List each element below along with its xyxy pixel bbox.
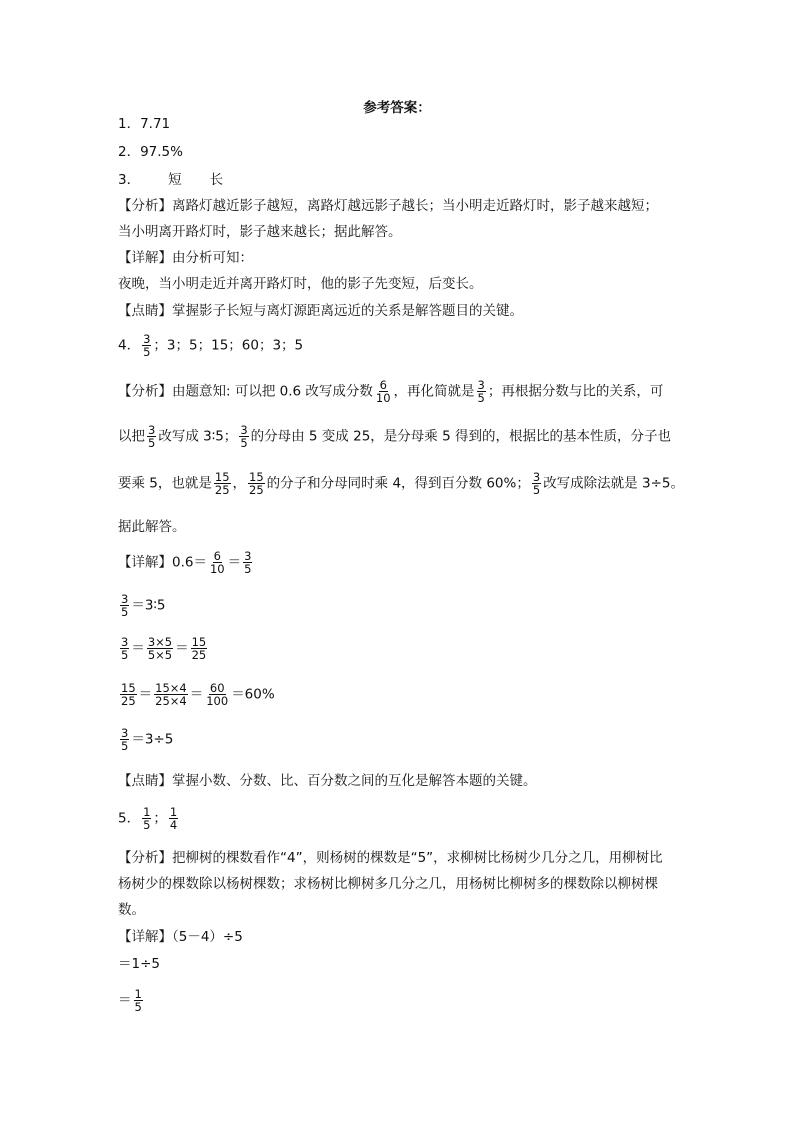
fraction [134,988,143,1013]
equals-sign: ＝ [118,992,132,1009]
q4-detail-row-2 [118,593,166,618]
q3-analysis-line-1: 【分析】离路灯越近影子越短，离路灯越远影子越长；当小明走近路灯时，影子越来越短； [118,198,658,214]
q5-analysis-line-3: 数。 [118,902,145,918]
denominator: 5 [148,436,156,450]
denominator: 5 [532,483,541,497]
text-segment: 【分析】由题意知: 可以把 0.6 改写成分数 [118,383,373,400]
answer-5 [118,806,180,831]
q4-detail-row-1 [118,550,254,575]
numerator: 1 [169,805,178,819]
numerator: 3 [121,592,129,606]
q5-detail-line-1: 【详解】（5－4）÷5 [118,929,243,945]
numerator: 60 [209,681,225,695]
q3-analysis-line-2: 当小明离开路灯时，影子越来越长；据此解答。 [118,224,402,240]
separator: ； [153,810,167,827]
q3-detail-line: 夜晚，当小明走近并离开路灯时，他的影子先变短，后变长。 [118,276,483,292]
fraction [147,636,173,661]
text-segment: ，再化简就是 [393,383,475,400]
text-segment: 【详解】0.6＝ [118,554,207,571]
answer-4-number: 4． [118,337,141,354]
q4-detail-row-5 [118,727,173,752]
denominator: 25 [249,483,264,497]
answer-3-word-1: 短 [168,172,182,188]
fraction [243,550,252,575]
denominator: 5 [134,1000,142,1014]
denominator: 5 [121,739,129,753]
fraction [142,333,151,358]
answer-2: 2．97.5% [118,144,183,160]
text-segment: ， [232,475,247,492]
fraction [239,424,248,449]
q3-key-point: 【点睛】掌握影子长短与离灯源距离远近的关系是解答题目的关键。 [118,303,523,319]
answer-1: 1．7.71 [118,116,171,132]
text-segment: 要乘 5，也就是 [118,475,212,492]
numerator: 3×5 [147,635,173,649]
denominator: 25×4 [155,694,187,708]
fraction [120,636,129,661]
numerator: 15×4 [155,681,187,695]
denominator: 5 [143,345,151,359]
fraction [214,471,231,496]
denominator: 25 [121,694,136,708]
text-segment: 改写成 3∶5； [158,428,238,445]
text-segment: ；再根据分数与比的关系，可 [487,383,664,400]
equals-sign: ＝ [131,640,145,657]
denominator: 5×5 [147,648,173,662]
numerator: 3 [244,549,252,563]
fraction [209,550,226,575]
numerator: 15 [249,470,264,484]
numerator: 6 [379,378,387,392]
numerator: 15 [214,470,230,484]
fraction [248,471,265,496]
text-segment: ＝60% [231,686,275,703]
q4-detail-row-3 [118,636,209,661]
fraction [147,424,156,449]
numerator: 3 [121,726,129,740]
numerator: 15 [191,635,207,649]
denominator: 5 [477,391,485,405]
denominator: 10 [209,562,225,576]
denominator: 4 [169,818,178,832]
q5-detail-line-2: ＝1÷5 [118,956,160,972]
text-segment: 的分子和分母同时乘 4，得到百分数 60%； [266,475,530,492]
fraction [169,806,178,831]
fraction [205,682,229,707]
q5-detail-line-3 [118,988,145,1013]
fraction [154,682,188,707]
q4-detail-row-4 [118,682,275,707]
fraction [120,727,129,752]
text-segment: ＝3∶5 [131,597,166,614]
denominator: 5 [240,436,248,450]
fraction [191,636,208,661]
equals-sign: ＝ [227,554,242,571]
q4-analysis-line-1 [118,379,663,404]
fraction [532,471,541,496]
answer-3-word-2: 长 [209,172,224,188]
denominator: 10 [375,391,391,405]
answer-5-number: 5． [118,810,141,827]
page-title: 参考答案： [363,100,431,116]
q4-analysis-line-3 [118,471,684,496]
numerator: 3 [143,332,151,346]
denominator: 25 [214,483,230,497]
numerator: 6 [213,549,221,563]
denominator: 5 [143,818,151,832]
q4-analysis-line-4: 据此解答。 [118,519,186,535]
denominator: 100 [206,694,229,708]
numerator: 3 [121,635,129,649]
numerator: 1 [134,987,142,1001]
numerator: 3 [148,423,156,437]
text-segment: 改写成除法就是 3÷5。 [543,475,684,492]
fraction [477,379,486,404]
numerator: 15 [121,681,136,695]
numerator: 3 [240,423,248,437]
equals-sign: ＝ [175,640,189,657]
q4-key-point: 【点睛】掌握小数、分数、比、百分数之间的互化是解答本题的关键。 [118,773,537,789]
equals-sign: ＝ [189,686,204,703]
text-segment: 以把 [118,428,145,445]
denominator: 5 [121,605,129,619]
fraction [120,682,137,707]
q5-analysis-line-2: 杨树少的棵数除以杨树棵数；求杨树比柳树多几分之几，用杨树比柳树多的棵数除以柳树棵 [118,876,658,892]
numerator: 3 [532,470,541,484]
numerator: 3 [477,378,485,392]
equals-sign: ＝ [138,686,153,703]
q4-analysis-line-2 [118,424,671,449]
answer-3-number: 3． [118,172,141,188]
text-segment: ＝3÷5 [131,731,174,748]
denominator: 5 [121,648,129,662]
denominator: 25 [191,648,207,662]
fraction [120,593,129,618]
fraction [142,806,151,831]
q3-detail-label: 【详解】由分析可知： [118,250,253,266]
denominator: 5 [244,562,252,576]
numerator: 1 [143,805,151,819]
text-segment: 的分母由 5 变成 25，是分母乘 5 得到的，根据比的基本性质，分子也 [250,428,671,445]
q5-analysis-line-1: 【分析】把柳树的棵数看作“4”，则杨树的棵数是“5”，求柳树比杨树少几分之几，用柳树比 [118,850,663,866]
answer-4 [118,333,303,358]
answer-4-rest: ；3；5；15；60；3；5 [153,337,304,354]
fraction [375,379,392,404]
answer-3 [118,171,223,189]
